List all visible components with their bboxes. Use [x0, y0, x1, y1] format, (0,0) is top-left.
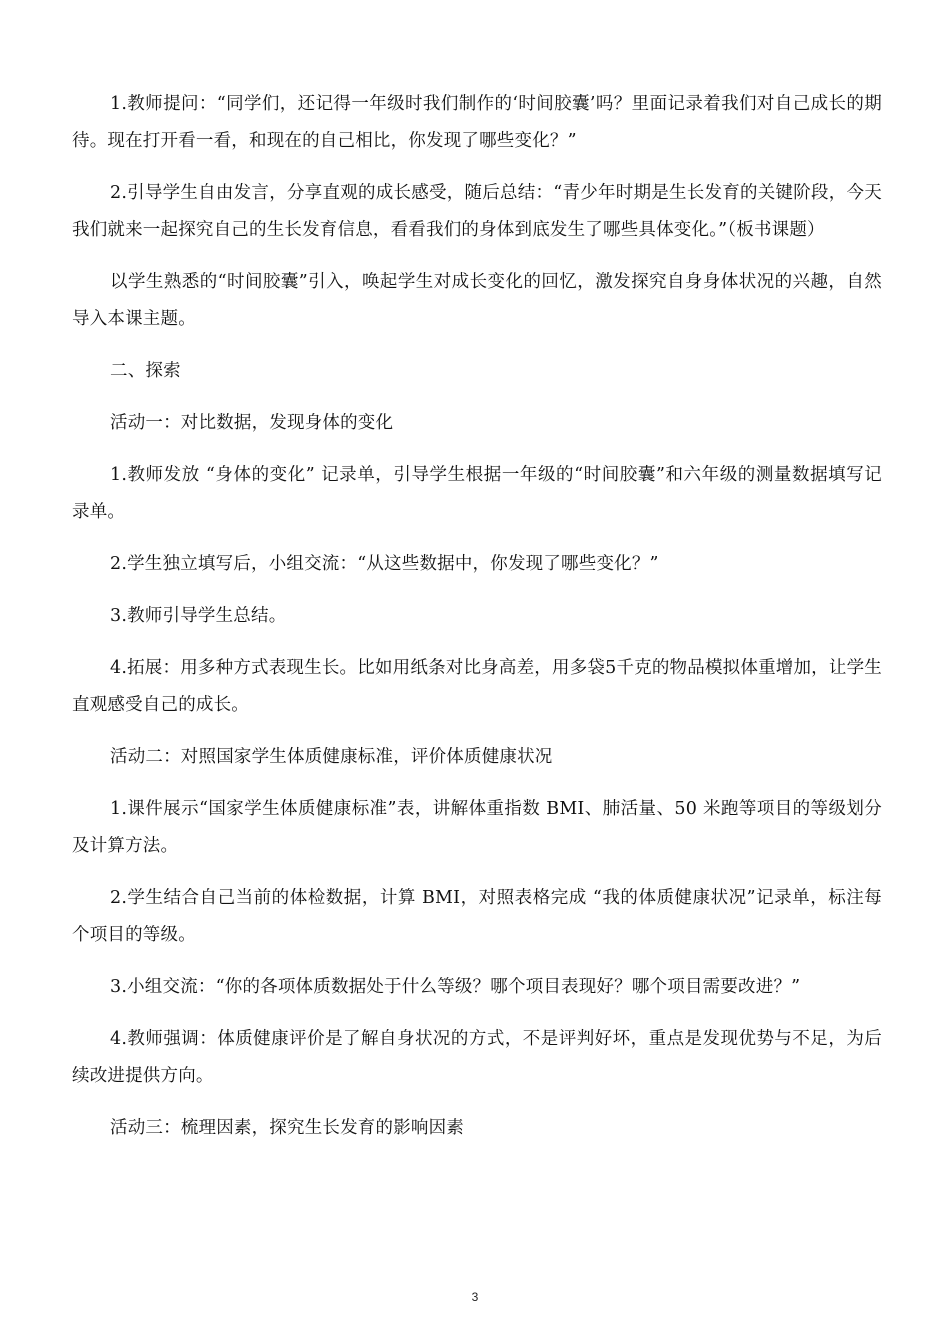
section-heading: 二、探索 [110, 361, 181, 381]
page-content [72, 86, 882, 1162]
paragraph: 以学生熟悉的“时间胶囊”引入，唤起学生对成长变化的回忆，激发探究自身身体状况的兴趣，自然导入本课主题。 [72, 272, 882, 329]
paragraph: 4.拓展：用多种方式表现生长。比如用纸条对比身高差，用多袋5千克的物品模拟体重增加，让学生直观感受自己的成长。 [72, 658, 882, 715]
paragraph: 1.教师提问：“同学们，还记得一年级时我们制作的‘时间胶囊’吗？里面记录着我们对自己成长的期待。现在打开看一看，和现在的自己相比，你发现了哪些变化？” [72, 94, 882, 151]
activity-heading: 活动一：对比数据，发现身体的变化 [110, 413, 394, 433]
paragraph: 2.引导学生自由发言，分享直观的成长感受，随后总结：“青少年时期是生长发育的关键阶段，今天我们就来一起探究自己的生长发育信息，看看我们的身体到底发生了哪些具体变化。”（板书课题） [72, 183, 882, 240]
paragraph: 2.学生结合自己当前的体检数据，计算 BMI，对照表格完成 “我的体质健康状况”记录单，标注每个项目的等级。 [72, 888, 882, 945]
paragraph: 4.教师强调：体质健康评价是了解自身状况的方式，不是评判好坏，重点是发现优势与不足，为后续改进提供方向。 [72, 1029, 882, 1086]
paragraph: 2.学生独立填写后，小组交流：“从这些数据中，你发现了哪些变化？” [110, 554, 659, 574]
paragraph: 1.课件展示“国家学生体质健康标准”表，讲解体重指数 BMI、肺活量、50 米跑等项目的等级划分及计算方法。 [72, 799, 882, 856]
paragraph: 1.教师发放 “身体的变化” 记录单，引导学生根据一年级的“时间胶囊”和六年级的测量数据填写记录单。 [72, 465, 882, 522]
paragraph: 3.教师引导学生总结。 [110, 606, 287, 626]
activity-heading: 活动三：梳理因素，探究生长发育的影响因素 [110, 1118, 464, 1138]
paragraph: 3.小组交流：“你的各项体质数据处于什么等级？哪个项目表现好？哪个项目需要改进？” [110, 977, 801, 997]
activity-heading: 活动二：对照国家学生体质健康标准，评价体质健康状况 [110, 747, 553, 767]
page-number: 3 [471, 1290, 479, 1304]
